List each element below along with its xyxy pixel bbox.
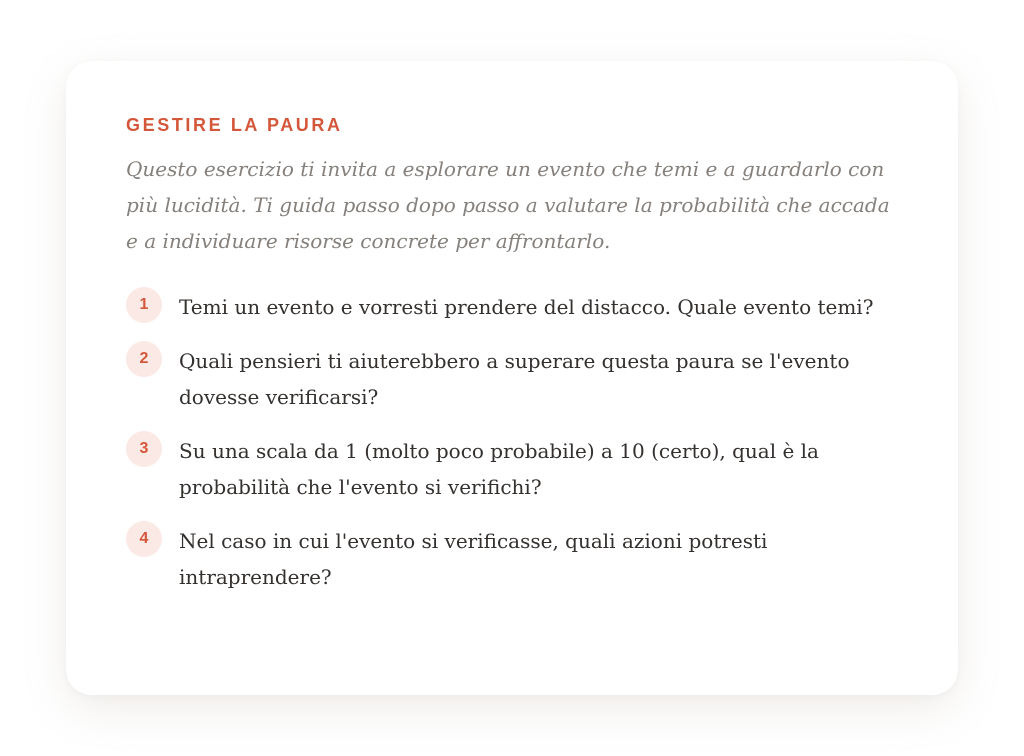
card-title: GESTIRE LA PAURA — [126, 115, 343, 135]
step-number-badge: 2 — [126, 341, 162, 377]
step-number-badge: 3 — [126, 431, 162, 467]
steps-list — [126, 289, 898, 595]
step-number-badge: 1 — [126, 287, 162, 323]
step-item — [126, 289, 898, 325]
step-item — [126, 523, 898, 595]
step-item — [126, 343, 898, 415]
step-text: Quali pensieri ti aiuterebbero a superare questa paura se l'evento dovesse verificarsi? — [179, 349, 850, 409]
step-text: Nel caso in cui l'evento si verificasse, quali azioni potresti intraprendere? — [179, 529, 768, 589]
step-text: Su una scala da 1 (molto poco probabile) a 10 (certo), qual è la probabilità che l'evento si verifichi? — [179, 439, 819, 499]
step-number-badge: 4 — [126, 521, 162, 557]
card-intro: Questo esercizio ti invita a esplorare un evento che temi e a guardarlo con più lucidità. Ti guida passo dopo passo a valutare la probabilità che accada e a individuare risorse concrete per affrontarlo. — [126, 157, 890, 253]
step-item — [126, 433, 898, 505]
exercise-card — [66, 61, 958, 695]
step-text: Temi un evento e vorresti prendere del distacco. Quale evento temi? — [179, 295, 874, 319]
